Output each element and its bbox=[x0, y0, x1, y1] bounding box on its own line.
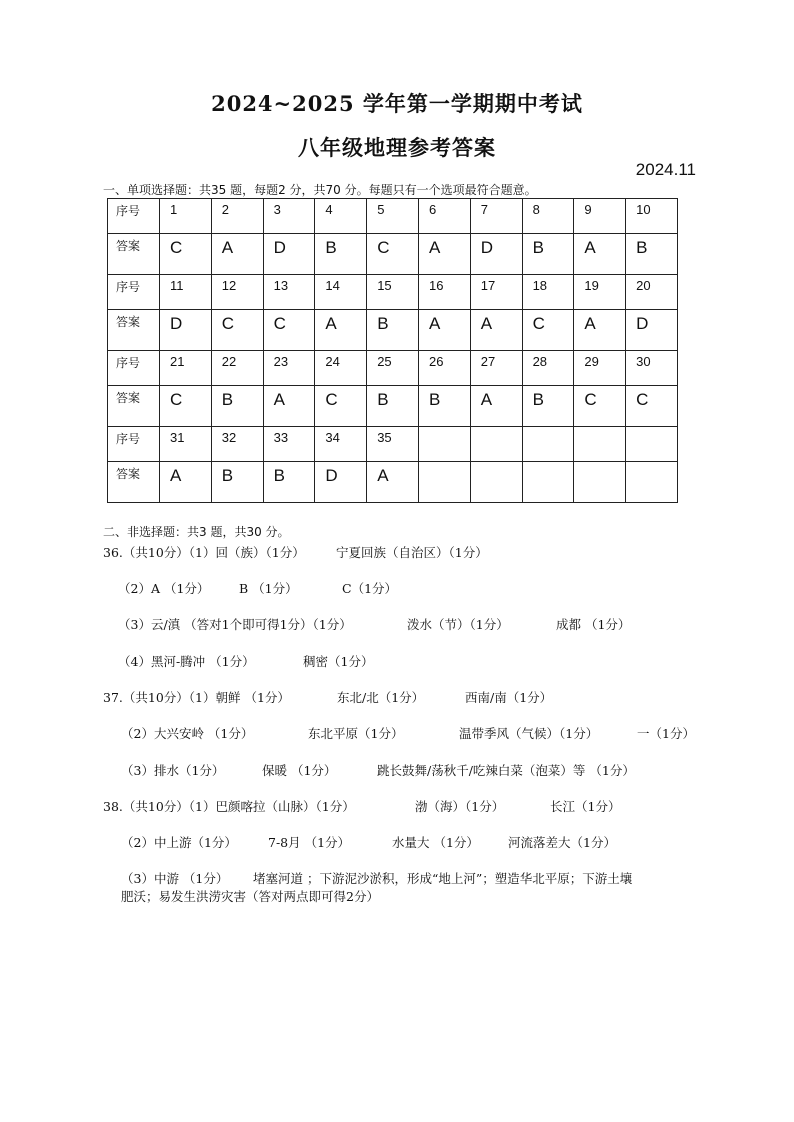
answer-cell: C bbox=[626, 385, 678, 426]
number-label: 序号 bbox=[108, 199, 160, 234]
question-number-cell: 22 bbox=[211, 350, 263, 385]
question-number-cell: 34 bbox=[315, 426, 367, 461]
number-label: 序号 bbox=[108, 350, 160, 385]
q36-line4 bbox=[118, 652, 373, 670]
q36-part1-answer-b: 宁夏回族（自治区）（1分） bbox=[336, 545, 488, 560]
answer-cell: D bbox=[626, 309, 678, 350]
question-number-cell: 8 bbox=[522, 199, 574, 234]
question-number-cell bbox=[626, 426, 678, 461]
q36-line1 bbox=[103, 543, 488, 561]
q36-part2-a: （2）A （1分） bbox=[118, 581, 210, 596]
question-number-cell: 11 bbox=[160, 274, 212, 309]
answer-cell: D bbox=[470, 233, 522, 274]
answer-cell: D bbox=[263, 233, 315, 274]
q38-part2-c: 水量大 （1分） bbox=[392, 835, 479, 850]
question-number-cell: 31 bbox=[160, 426, 212, 461]
question-number-cell: 23 bbox=[263, 350, 315, 385]
answer-table bbox=[107, 198, 678, 503]
q38-part2-d: 河流落差大（1分） bbox=[508, 835, 616, 850]
answer-cell bbox=[470, 461, 522, 502]
answer-cell: B bbox=[522, 233, 574, 274]
answer-cell: C bbox=[160, 385, 212, 426]
q37-part3-a: （3）排水（1分） bbox=[121, 763, 225, 778]
answer-label: 答案 bbox=[108, 233, 160, 274]
answer-cell bbox=[418, 461, 470, 502]
q36-line3 bbox=[118, 615, 630, 633]
answer-cell: A bbox=[470, 309, 522, 350]
answer-cell: B bbox=[315, 233, 367, 274]
answer-cell: B bbox=[367, 385, 419, 426]
number-row bbox=[108, 274, 678, 309]
section2-heading: 二、非选择题：共3 题，共30 分。 bbox=[103, 525, 290, 539]
q36-part1-answer: 36.（共10分）（1）回（族）（1分） bbox=[103, 545, 305, 560]
q38-part1-a: 38.（共10分）（1）巴颜喀拉（山脉）（1分） bbox=[103, 799, 355, 814]
question-number-cell: 20 bbox=[626, 274, 678, 309]
number-row bbox=[108, 199, 678, 234]
answer-cell bbox=[626, 461, 678, 502]
answer-cell: C bbox=[574, 385, 626, 426]
answer-cell: B bbox=[418, 385, 470, 426]
answer-cell: A bbox=[418, 233, 470, 274]
answer-cell: D bbox=[315, 461, 367, 502]
answer-label: 答案 bbox=[108, 309, 160, 350]
answer-cell: A bbox=[367, 461, 419, 502]
q38-line3 bbox=[121, 869, 632, 887]
section1-heading: 一、单项选择题：共35 题，每题2 分，共70 分。每题只有一个选项最符合题意。 bbox=[103, 183, 537, 197]
q38-line4: 肥沃；易发生洪涝灾害（答对两点即可得2分） bbox=[121, 889, 379, 904]
answer-cell: A bbox=[574, 233, 626, 274]
q36-part3-c: 成都 （1分） bbox=[556, 617, 631, 632]
question-number-cell: 26 bbox=[418, 350, 470, 385]
question-number-cell bbox=[418, 426, 470, 461]
answer-cell: A bbox=[160, 461, 212, 502]
answer-row bbox=[108, 461, 678, 502]
answer-label: 答案 bbox=[108, 461, 160, 502]
q38-line2 bbox=[121, 833, 616, 851]
q37-part2-c: 温带季风（气候）（1分） bbox=[459, 726, 599, 741]
answer-row bbox=[108, 385, 678, 426]
question-number-cell: 9 bbox=[574, 199, 626, 234]
answer-cell bbox=[522, 461, 574, 502]
q37-part1-c: 西南/南（1分） bbox=[465, 690, 553, 705]
question-number-cell: 19 bbox=[574, 274, 626, 309]
q37-line1 bbox=[103, 688, 552, 706]
answer-cell: A bbox=[574, 309, 626, 350]
answer-label: 答案 bbox=[108, 385, 160, 426]
number-label: 序号 bbox=[108, 274, 160, 309]
q37-part1-b: 东北/北（1分） bbox=[337, 690, 425, 705]
answer-cell: B bbox=[626, 233, 678, 274]
q37-part1-a: 37.（共10分）（1）朝鲜 （1分） bbox=[103, 690, 290, 705]
question-number-cell: 14 bbox=[315, 274, 367, 309]
question-number-cell: 6 bbox=[418, 199, 470, 234]
q36-part2-b: B （1分） bbox=[239, 581, 298, 596]
question-number-cell: 35 bbox=[367, 426, 419, 461]
answer-cell: C bbox=[367, 233, 419, 274]
number-label: 序号 bbox=[108, 426, 160, 461]
question-number-cell: 27 bbox=[470, 350, 522, 385]
question-number-cell: 17 bbox=[470, 274, 522, 309]
question-number-cell: 24 bbox=[315, 350, 367, 385]
answer-cell: A bbox=[211, 233, 263, 274]
answer-row bbox=[108, 233, 678, 274]
q36-part2-c: C（1分） bbox=[342, 581, 398, 596]
question-number-cell bbox=[522, 426, 574, 461]
question-number-cell: 5 bbox=[367, 199, 419, 234]
question-number-cell bbox=[574, 426, 626, 461]
page-subtitle: 八年级地理参考答案 bbox=[298, 135, 496, 160]
answer-cell: A bbox=[470, 385, 522, 426]
q36-part3-b: 泼水（节）（1分） bbox=[407, 617, 509, 632]
exam-date: 2024.11 bbox=[635, 160, 696, 179]
q38-part2-a: （2）中上游（1分） bbox=[121, 835, 237, 850]
q38-line1 bbox=[103, 797, 620, 815]
q36-part3-a: （3）云/滇 （答对1个即可得1分）（1分） bbox=[118, 617, 352, 632]
q37-part3-b: 保暖 （1分） bbox=[262, 763, 337, 778]
answer-cell: D bbox=[160, 309, 212, 350]
question-number-cell: 21 bbox=[160, 350, 212, 385]
answer-cell: B bbox=[211, 461, 263, 502]
q38-part2-b: 7-8月 （1分） bbox=[268, 835, 351, 850]
q37-line3 bbox=[121, 761, 635, 779]
q36-line2 bbox=[118, 579, 397, 597]
question-number-cell: 1 bbox=[160, 199, 212, 234]
answer-cell: C bbox=[160, 233, 212, 274]
question-number-cell: 13 bbox=[263, 274, 315, 309]
question-number-cell: 25 bbox=[367, 350, 419, 385]
q36-part4-a: （4）黑河-腾冲 （1分） bbox=[118, 654, 255, 669]
question-number-cell: 33 bbox=[263, 426, 315, 461]
q37-part2-d: 一（1分） bbox=[637, 726, 695, 741]
question-number-cell: 2 bbox=[211, 199, 263, 234]
q37-line2 bbox=[121, 724, 695, 742]
answer-cell bbox=[574, 461, 626, 502]
answer-cell: B bbox=[367, 309, 419, 350]
question-number-cell: 16 bbox=[418, 274, 470, 309]
question-number-cell: 12 bbox=[211, 274, 263, 309]
answer-cell: C bbox=[263, 309, 315, 350]
question-number-cell: 7 bbox=[470, 199, 522, 234]
answer-cell: C bbox=[211, 309, 263, 350]
question-number-cell: 18 bbox=[522, 274, 574, 309]
q36-part4-b: 稠密（1分） bbox=[303, 654, 374, 669]
answer-cell: A bbox=[315, 309, 367, 350]
answer-cell: C bbox=[522, 309, 574, 350]
question-number-cell: 10 bbox=[626, 199, 678, 234]
question-number-cell: 30 bbox=[626, 350, 678, 385]
answer-cell: B bbox=[263, 461, 315, 502]
question-number-cell: 3 bbox=[263, 199, 315, 234]
question-number-cell bbox=[470, 426, 522, 461]
answer-cell: A bbox=[418, 309, 470, 350]
question-number-cell: 32 bbox=[211, 426, 263, 461]
page-title: 2024~2025 学年第一学期期中考试 bbox=[211, 91, 583, 116]
question-number-cell: 28 bbox=[522, 350, 574, 385]
answer-cell: B bbox=[211, 385, 263, 426]
question-number-cell: 4 bbox=[315, 199, 367, 234]
q37-part2-b: 东北平原（1分） bbox=[308, 726, 404, 741]
answer-cell: B bbox=[522, 385, 574, 426]
q38-part1-b: 渤（海）（1分） bbox=[415, 799, 505, 814]
q38-part3-a: （3）中游 （1分） bbox=[121, 871, 229, 886]
q38-part1-c: 长江（1分） bbox=[550, 799, 621, 814]
q37-part3-c: 跳长鼓舞/荡秋千/吃辣白菜（泡菜）等 （1分） bbox=[377, 763, 635, 778]
answer-row bbox=[108, 309, 678, 350]
question-number-cell: 15 bbox=[367, 274, 419, 309]
q37-part2-a: （2）大兴安岭 （1分） bbox=[121, 726, 254, 741]
answer-cell: C bbox=[315, 385, 367, 426]
number-row bbox=[108, 350, 678, 385]
question-number-cell: 29 bbox=[574, 350, 626, 385]
number-row bbox=[108, 426, 678, 461]
q38-part3-b: 堵塞河道 ；下游泥沙淤积，形成“地上河”；塑造华北平原；下游土壤 bbox=[253, 871, 633, 886]
answer-cell: A bbox=[263, 385, 315, 426]
